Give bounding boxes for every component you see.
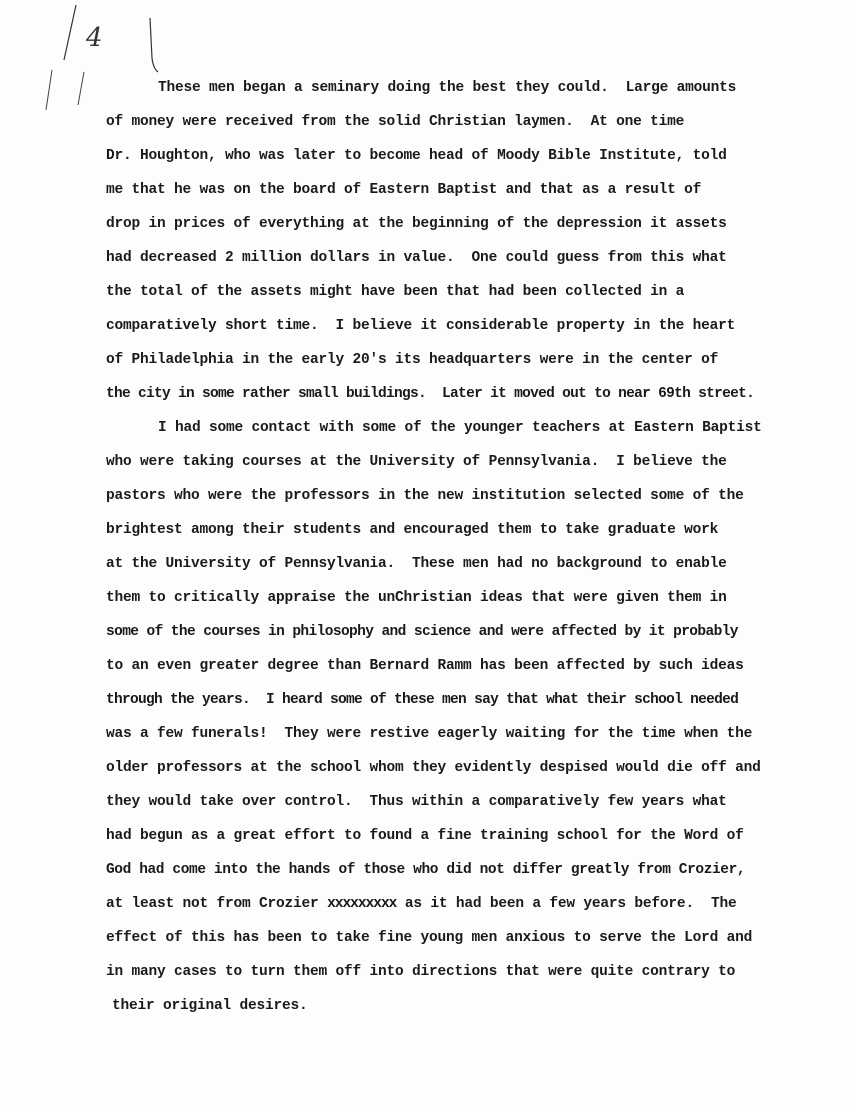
text-line: Dr. Houghton, who was later to become head of Moody Bible Institute, told: [106, 148, 727, 164]
text-line: older professors at the school whom they evidently despised would die off and: [106, 760, 761, 776]
text-line: had begun as a great effort to found a fine training school for the Word of: [106, 828, 744, 844]
text-line: me that he was on the board of Eastern Baptist and that as a result of: [106, 182, 702, 198]
struck-out-text: xxxxxxxxx: [327, 896, 397, 912]
text-line: in many cases to turn them off into directions that were quite contrary to: [106, 964, 736, 980]
text-line: brightest among their students and encouraged them to take graduate work: [106, 522, 719, 538]
text-line: effect of this has been to take fine young men anxious to serve the Lord and: [106, 930, 753, 946]
text-line: the total of the assets might have been that had been collected in a: [106, 284, 685, 300]
text-line-start: at least not from Crozier: [106, 896, 319, 912]
text-line: their original desires.: [112, 998, 308, 1014]
text-line: to an even greater degree than Bernard Ramm has been affected by such ideas: [106, 658, 744, 674]
text-line: comparatively short time. I believe it considerable property in the heart: [106, 318, 736, 334]
text-line: These men began a seminary doing the best they could. Large amounts: [158, 80, 737, 96]
text-line: who were taking courses at the University of Pennsylvania. I believe the: [106, 454, 727, 470]
text-line: I had some contact with some of the younger teachers at Eastern Baptist: [158, 420, 762, 436]
text-line: was a few funerals! They were restive eagerly waiting for the time when the: [106, 726, 753, 742]
text-line: had decreased 2 million dollars in value. One could guess from this what: [106, 250, 727, 266]
text-line: through the years. I heard some of these men say that what their school needed: [106, 692, 739, 708]
text-line: drop in prices of everything at the beginning of the depression it assets: [106, 216, 727, 232]
text-line: of Philadelphia in the early 20's its headquarters were in the center of: [106, 352, 719, 368]
text-line: at the University of Pennsylvania. These men had no background to enable: [106, 556, 727, 572]
text-line: God had come into the hands of those who did not differ greatly from Crozier,: [106, 862, 746, 878]
text-line: [106, 894, 736, 914]
text-line: the city in some rather small buildings. Later it moved out to near 69th street.: [106, 386, 755, 402]
margin-note-number: 4: [86, 23, 103, 53]
text-line: them to critically appraise the unChristian ideas that were given them in: [106, 590, 727, 606]
text-line: pastors who were the professors in the new institution selected some of the: [106, 488, 744, 504]
text-line-end: as it had been a few years before. The: [396, 896, 737, 912]
text-line: some of the courses in philosophy and science and were affected by it probably: [106, 624, 738, 640]
text-line: of money were received from the solid Christian laymen. At one time: [106, 114, 685, 130]
text-line: they would take over control. Thus within a comparatively few years what: [106, 794, 727, 810]
